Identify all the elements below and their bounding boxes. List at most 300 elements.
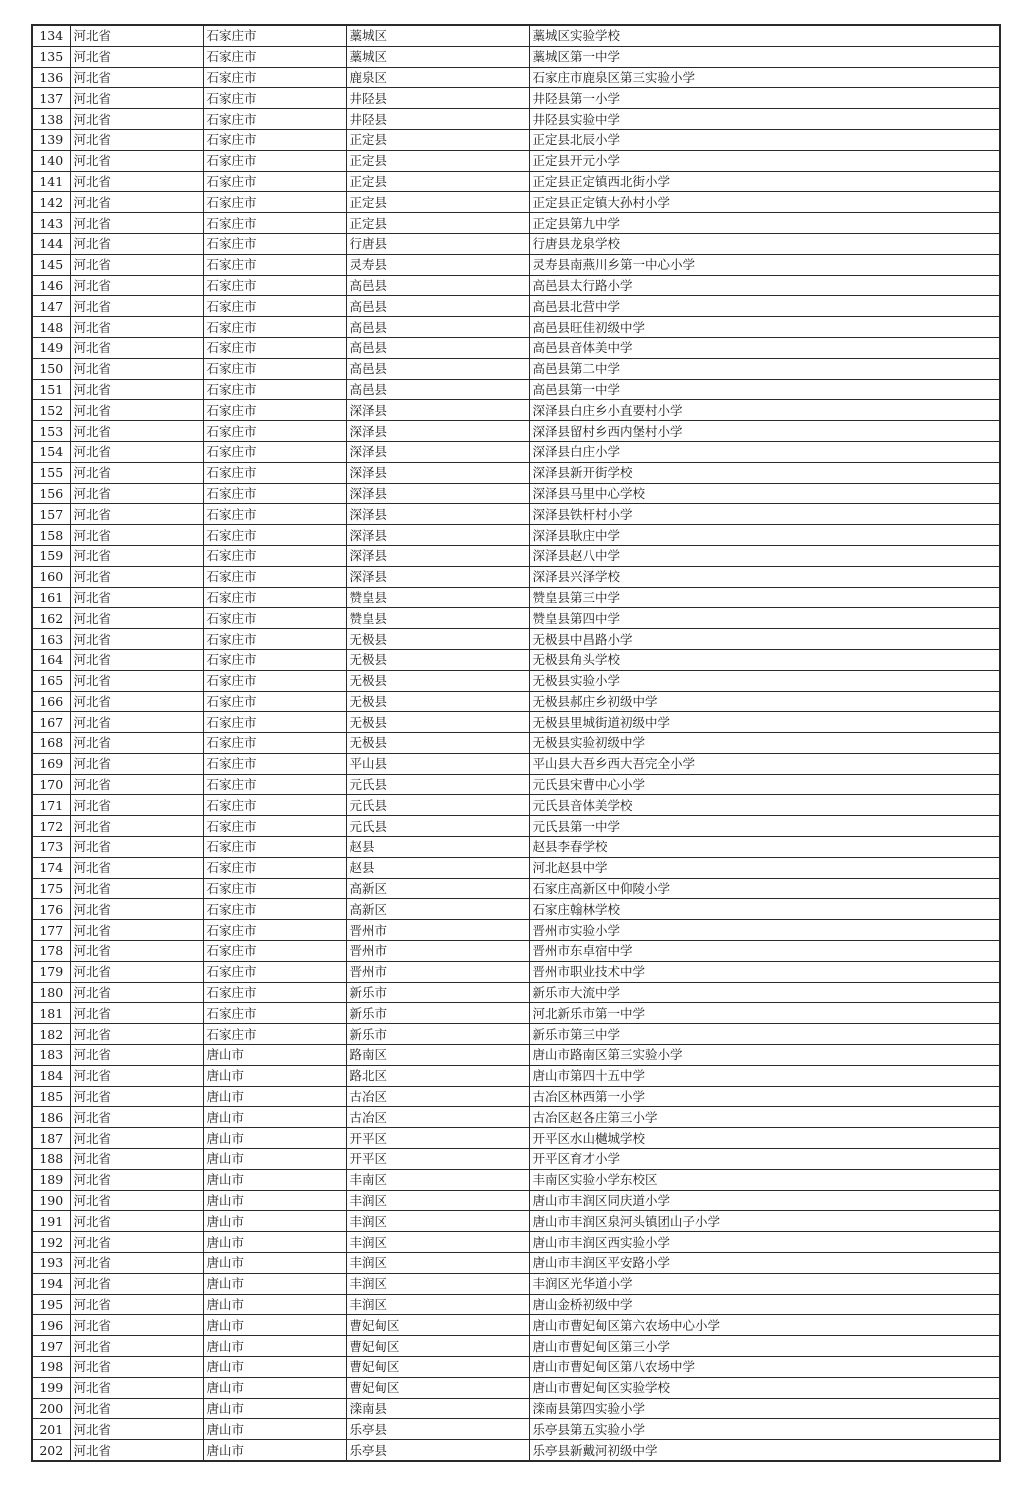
city-cell: 唐山市 xyxy=(203,1045,346,1066)
district-cell: 赞皇县 xyxy=(346,608,529,629)
district-cell: 晋州市 xyxy=(346,961,529,982)
district-cell: 深泽县 xyxy=(346,504,529,525)
city-cell: 石家庄市 xyxy=(203,608,346,629)
province-cell: 河北省 xyxy=(70,400,203,421)
district-cell: 井陉县 xyxy=(346,109,529,130)
district-cell: 正定县 xyxy=(346,192,529,213)
province-cell: 河北省 xyxy=(70,795,203,816)
school-name-cell: 晋州市职业技术中学 xyxy=(529,961,1000,982)
district-cell: 高邑县 xyxy=(346,379,529,400)
row-number: 189 xyxy=(32,1169,70,1190)
district-cell: 藁城区 xyxy=(346,25,529,46)
district-cell: 丰南区 xyxy=(346,1169,529,1190)
city-cell: 石家庄市 xyxy=(203,213,346,234)
row-number: 169 xyxy=(32,753,70,774)
province-cell: 河北省 xyxy=(70,1045,203,1066)
district-cell: 深泽县 xyxy=(346,525,529,546)
district-cell: 深泽县 xyxy=(346,566,529,587)
school-name-cell: 深泽县白庄小学 xyxy=(529,441,1000,462)
table-body xyxy=(32,25,1000,1461)
city-cell: 唐山市 xyxy=(203,1253,346,1274)
district-cell: 正定县 xyxy=(346,213,529,234)
province-cell: 河北省 xyxy=(70,816,203,837)
district-cell: 无极县 xyxy=(346,629,529,650)
row-number: 144 xyxy=(32,233,70,254)
table-row xyxy=(32,1024,1000,1045)
school-list-table xyxy=(31,24,1001,1462)
school-name-cell: 高邑县旺佳初级中学 xyxy=(529,317,1000,338)
district-cell: 高新区 xyxy=(346,878,529,899)
table-row xyxy=(32,275,1000,296)
province-cell: 河北省 xyxy=(70,712,203,733)
school-name-cell: 新乐市大流中学 xyxy=(529,982,1000,1003)
school-name-cell: 石家庄市鹿泉区第三实验小学 xyxy=(529,67,1000,88)
school-name-cell: 藁城区实验学校 xyxy=(529,25,1000,46)
school-name-cell: 正定县第九中学 xyxy=(529,213,1000,234)
row-number: 173 xyxy=(32,837,70,858)
table-row xyxy=(32,192,1000,213)
table-row xyxy=(32,46,1000,67)
district-cell: 元氏县 xyxy=(346,795,529,816)
row-number: 160 xyxy=(32,566,70,587)
school-name-cell: 唐山金桥初级中学 xyxy=(529,1294,1000,1315)
table-row xyxy=(32,1045,1000,1066)
table-row xyxy=(32,379,1000,400)
table-row xyxy=(32,254,1000,275)
table-row xyxy=(32,1419,1000,1440)
school-name-cell: 古冶区赵各庄第三小学 xyxy=(529,1107,1000,1128)
city-cell: 石家庄市 xyxy=(203,795,346,816)
row-number: 179 xyxy=(32,961,70,982)
city-cell: 唐山市 xyxy=(203,1294,346,1315)
district-cell: 曹妃甸区 xyxy=(346,1315,529,1336)
province-cell: 河北省 xyxy=(70,358,203,379)
school-name-cell: 唐山市第四十五中学 xyxy=(529,1065,1000,1086)
school-name-cell: 唐山市丰润区泉河头镇团山子小学 xyxy=(529,1211,1000,1232)
row-number: 171 xyxy=(32,795,70,816)
province-cell: 河北省 xyxy=(70,129,203,150)
city-cell: 唐山市 xyxy=(203,1273,346,1294)
district-cell: 丰润区 xyxy=(346,1273,529,1294)
district-cell: 无极县 xyxy=(346,712,529,733)
district-cell: 古冶区 xyxy=(346,1107,529,1128)
row-number: 187 xyxy=(32,1128,70,1149)
row-number: 170 xyxy=(32,774,70,795)
table-row xyxy=(32,1440,1000,1461)
row-number: 151 xyxy=(32,379,70,400)
school-name-cell: 高邑县北营中学 xyxy=(529,296,1000,317)
school-name-cell: 无极县郝庄乡初级中学 xyxy=(529,691,1000,712)
row-number: 199 xyxy=(32,1377,70,1398)
city-cell: 石家庄市 xyxy=(203,941,346,962)
row-number: 161 xyxy=(32,587,70,608)
table-row xyxy=(32,88,1000,109)
school-name-cell: 唐山市丰润区同庆道小学 xyxy=(529,1190,1000,1211)
row-number: 188 xyxy=(32,1149,70,1170)
province-cell: 河北省 xyxy=(70,1315,203,1336)
row-number: 141 xyxy=(32,171,70,192)
school-name-cell: 唐山市丰润区西实验小学 xyxy=(529,1232,1000,1253)
district-cell: 曹妃甸区 xyxy=(346,1357,529,1378)
province-cell: 河北省 xyxy=(70,275,203,296)
table-row xyxy=(32,1294,1000,1315)
city-cell: 唐山市 xyxy=(203,1315,346,1336)
city-cell: 石家庄市 xyxy=(203,587,346,608)
city-cell: 石家庄市 xyxy=(203,358,346,379)
table-row xyxy=(32,67,1000,88)
row-number: 155 xyxy=(32,462,70,483)
city-cell: 石家庄市 xyxy=(203,899,346,920)
city-cell: 石家庄市 xyxy=(203,982,346,1003)
district-cell: 深泽县 xyxy=(346,545,529,566)
school-name-cell: 元氏县音体美学校 xyxy=(529,795,1000,816)
city-cell: 唐山市 xyxy=(203,1190,346,1211)
district-cell: 赵县 xyxy=(346,857,529,878)
district-cell: 晋州市 xyxy=(346,941,529,962)
city-cell: 石家庄市 xyxy=(203,857,346,878)
school-name-cell: 正定县开元小学 xyxy=(529,150,1000,171)
school-name-cell: 无极县实验小学 xyxy=(529,670,1000,691)
row-number: 149 xyxy=(32,337,70,358)
table-row xyxy=(32,941,1000,962)
district-cell: 古冶区 xyxy=(346,1086,529,1107)
city-cell: 石家庄市 xyxy=(203,920,346,941)
row-number: 184 xyxy=(32,1065,70,1086)
district-cell: 无极县 xyxy=(346,733,529,754)
table-row xyxy=(32,171,1000,192)
province-cell: 河北省 xyxy=(70,1149,203,1170)
row-number: 190 xyxy=(32,1190,70,1211)
row-number: 176 xyxy=(32,899,70,920)
row-number: 164 xyxy=(32,649,70,670)
row-number: 175 xyxy=(32,878,70,899)
district-cell: 正定县 xyxy=(346,171,529,192)
table-row xyxy=(32,233,1000,254)
city-cell: 石家庄市 xyxy=(203,379,346,400)
table-row xyxy=(32,1086,1000,1107)
school-name-cell: 唐山市曹妃甸区实验学校 xyxy=(529,1377,1000,1398)
city-cell: 石家庄市 xyxy=(203,545,346,566)
school-name-cell: 乐亭县第五实验小学 xyxy=(529,1419,1000,1440)
school-name-cell: 高邑县太行路小学 xyxy=(529,275,1000,296)
city-cell: 石家庄市 xyxy=(203,816,346,837)
school-name-cell: 开平区育才小学 xyxy=(529,1149,1000,1170)
row-number: 148 xyxy=(32,317,70,338)
district-cell: 赞皇县 xyxy=(346,587,529,608)
row-number: 146 xyxy=(32,275,70,296)
district-cell: 路北区 xyxy=(346,1065,529,1086)
school-name-cell: 元氏县第一中学 xyxy=(529,816,1000,837)
table-row xyxy=(32,441,1000,462)
table-row xyxy=(32,213,1000,234)
city-cell: 石家庄市 xyxy=(203,1003,346,1024)
province-cell: 河北省 xyxy=(70,1190,203,1211)
table-row xyxy=(32,774,1000,795)
district-cell: 曹妃甸区 xyxy=(346,1336,529,1357)
row-number: 186 xyxy=(32,1107,70,1128)
district-cell: 深泽县 xyxy=(346,483,529,504)
province-cell: 河北省 xyxy=(70,504,203,525)
district-cell: 路南区 xyxy=(346,1045,529,1066)
province-cell: 河北省 xyxy=(70,233,203,254)
table-row xyxy=(32,1107,1000,1128)
table-row xyxy=(32,878,1000,899)
city-cell: 石家庄市 xyxy=(203,504,346,525)
table-row xyxy=(32,317,1000,338)
city-cell: 石家庄市 xyxy=(203,400,346,421)
school-name-cell: 深泽县留村乡西内堡村小学 xyxy=(529,421,1000,442)
table-row xyxy=(32,1128,1000,1149)
city-cell: 石家庄市 xyxy=(203,67,346,88)
district-cell: 乐亭县 xyxy=(346,1419,529,1440)
table-row xyxy=(32,1336,1000,1357)
province-cell: 河北省 xyxy=(70,1211,203,1232)
table-row xyxy=(32,1190,1000,1211)
row-number: 154 xyxy=(32,441,70,462)
row-number: 196 xyxy=(32,1315,70,1336)
school-name-cell: 唐山市曹妃甸区第三小学 xyxy=(529,1336,1000,1357)
school-name-cell: 深泽县耿庄中学 xyxy=(529,525,1000,546)
table-row xyxy=(32,837,1000,858)
province-cell: 河北省 xyxy=(70,379,203,400)
district-cell: 无极县 xyxy=(346,649,529,670)
row-number: 138 xyxy=(32,109,70,130)
province-cell: 河北省 xyxy=(70,88,203,109)
province-cell: 河北省 xyxy=(70,920,203,941)
table-row xyxy=(32,587,1000,608)
district-cell: 行唐县 xyxy=(346,233,529,254)
province-cell: 河北省 xyxy=(70,1377,203,1398)
city-cell: 唐山市 xyxy=(203,1128,346,1149)
city-cell: 石家庄市 xyxy=(203,712,346,733)
province-cell: 河北省 xyxy=(70,857,203,878)
province-cell: 河北省 xyxy=(70,608,203,629)
table-row xyxy=(32,691,1000,712)
table-row xyxy=(32,525,1000,546)
district-cell: 滦南县 xyxy=(346,1398,529,1419)
table-row xyxy=(32,982,1000,1003)
city-cell: 石家庄市 xyxy=(203,129,346,150)
province-cell: 河北省 xyxy=(70,691,203,712)
province-cell: 河北省 xyxy=(70,483,203,504)
school-name-cell: 古冶区林西第一小学 xyxy=(529,1086,1000,1107)
row-number: 185 xyxy=(32,1086,70,1107)
table-row xyxy=(32,920,1000,941)
school-name-cell: 新乐市第三中学 xyxy=(529,1024,1000,1045)
table-row xyxy=(32,816,1000,837)
row-number: 198 xyxy=(32,1357,70,1378)
row-number: 157 xyxy=(32,504,70,525)
row-number: 182 xyxy=(32,1024,70,1045)
school-name-cell: 深泽县马里中心学校 xyxy=(529,483,1000,504)
row-number: 172 xyxy=(32,816,70,837)
school-name-cell: 正定县正定镇大孙村小学 xyxy=(529,192,1000,213)
city-cell: 石家庄市 xyxy=(203,878,346,899)
school-name-cell: 丰润区光华道小学 xyxy=(529,1273,1000,1294)
province-cell: 河北省 xyxy=(70,649,203,670)
district-cell: 元氏县 xyxy=(346,816,529,837)
city-cell: 石家庄市 xyxy=(203,649,346,670)
district-cell: 深泽县 xyxy=(346,462,529,483)
city-cell: 石家庄市 xyxy=(203,88,346,109)
school-name-cell: 唐山市丰润区平安路小学 xyxy=(529,1253,1000,1274)
school-name-cell: 晋州市实验小学 xyxy=(529,920,1000,941)
table-row xyxy=(32,857,1000,878)
district-cell: 高新区 xyxy=(346,899,529,920)
table-row xyxy=(32,629,1000,650)
district-cell: 无极县 xyxy=(346,670,529,691)
table-row xyxy=(32,649,1000,670)
city-cell: 唐山市 xyxy=(203,1357,346,1378)
row-number: 136 xyxy=(32,67,70,88)
row-number: 180 xyxy=(32,982,70,1003)
row-number: 197 xyxy=(32,1336,70,1357)
province-cell: 河北省 xyxy=(70,1357,203,1378)
city-cell: 唐山市 xyxy=(203,1419,346,1440)
district-cell: 元氏县 xyxy=(346,774,529,795)
city-cell: 石家庄市 xyxy=(203,629,346,650)
city-cell: 唐山市 xyxy=(203,1377,346,1398)
province-cell: 河北省 xyxy=(70,462,203,483)
city-cell: 石家庄市 xyxy=(203,192,346,213)
table-row xyxy=(32,1273,1000,1294)
province-cell: 河北省 xyxy=(70,171,203,192)
school-name-cell: 深泽县白庄乡小直要村小学 xyxy=(529,400,1000,421)
table-row xyxy=(32,1357,1000,1378)
province-cell: 河北省 xyxy=(70,566,203,587)
table-row xyxy=(32,1003,1000,1024)
school-name-cell: 河北新乐市第一中学 xyxy=(529,1003,1000,1024)
table-row xyxy=(32,753,1000,774)
province-cell: 河北省 xyxy=(70,109,203,130)
district-cell: 深泽县 xyxy=(346,400,529,421)
table-row xyxy=(32,109,1000,130)
school-name-cell: 高邑县音体美中学 xyxy=(529,337,1000,358)
table-row xyxy=(32,1253,1000,1274)
district-cell: 井陉县 xyxy=(346,88,529,109)
city-cell: 石家庄市 xyxy=(203,421,346,442)
school-name-cell: 滦南县第四实验小学 xyxy=(529,1398,1000,1419)
row-number: 166 xyxy=(32,691,70,712)
city-cell: 石家庄市 xyxy=(203,733,346,754)
district-cell: 丰润区 xyxy=(346,1253,529,1274)
table-row xyxy=(32,608,1000,629)
row-number: 145 xyxy=(32,254,70,275)
table-row xyxy=(32,462,1000,483)
school-name-cell: 平山县大吾乡西大吾完全小学 xyxy=(529,753,1000,774)
city-cell: 石家庄市 xyxy=(203,171,346,192)
province-cell: 河北省 xyxy=(70,753,203,774)
school-name-cell: 高邑县第一中学 xyxy=(529,379,1000,400)
row-number: 152 xyxy=(32,400,70,421)
city-cell: 石家庄市 xyxy=(203,150,346,171)
district-cell: 鹿泉区 xyxy=(346,67,529,88)
school-name-cell: 无极县实验初级中学 xyxy=(529,733,1000,754)
city-cell: 唐山市 xyxy=(203,1149,346,1170)
city-cell: 唐山市 xyxy=(203,1232,346,1253)
province-cell: 河北省 xyxy=(70,525,203,546)
province-cell: 河北省 xyxy=(70,1419,203,1440)
city-cell: 石家庄市 xyxy=(203,441,346,462)
city-cell: 石家庄市 xyxy=(203,525,346,546)
district-cell: 开平区 xyxy=(346,1128,529,1149)
province-cell: 河北省 xyxy=(70,421,203,442)
city-cell: 石家庄市 xyxy=(203,109,346,130)
district-cell: 正定县 xyxy=(346,150,529,171)
district-cell: 正定县 xyxy=(346,129,529,150)
table-row xyxy=(32,129,1000,150)
province-cell: 河北省 xyxy=(70,67,203,88)
district-cell: 丰润区 xyxy=(346,1190,529,1211)
school-name-cell: 深泽县新开街学校 xyxy=(529,462,1000,483)
school-name-cell: 灵寿县南燕川乡第一中心小学 xyxy=(529,254,1000,275)
province-cell: 河北省 xyxy=(70,1024,203,1045)
table-row xyxy=(32,1065,1000,1086)
table-row xyxy=(32,1398,1000,1419)
row-number: 163 xyxy=(32,629,70,650)
province-cell: 河北省 xyxy=(70,1336,203,1357)
province-cell: 河北省 xyxy=(70,1065,203,1086)
row-number: 183 xyxy=(32,1045,70,1066)
city-cell: 石家庄市 xyxy=(203,317,346,338)
city-cell: 石家庄市 xyxy=(203,566,346,587)
row-number: 159 xyxy=(32,545,70,566)
row-number: 140 xyxy=(32,150,70,171)
city-cell: 石家庄市 xyxy=(203,774,346,795)
province-cell: 河北省 xyxy=(70,441,203,462)
city-cell: 石家庄市 xyxy=(203,837,346,858)
school-name-cell: 河北赵县中学 xyxy=(529,857,1000,878)
province-cell: 河北省 xyxy=(70,670,203,691)
school-name-cell: 晋州市东卓宿中学 xyxy=(529,941,1000,962)
row-number: 153 xyxy=(32,421,70,442)
province-cell: 河北省 xyxy=(70,545,203,566)
province-cell: 河北省 xyxy=(70,1398,203,1419)
province-cell: 河北省 xyxy=(70,961,203,982)
province-cell: 河北省 xyxy=(70,587,203,608)
table-row xyxy=(32,421,1000,442)
school-name-cell: 深泽县赵八中学 xyxy=(529,545,1000,566)
district-cell: 深泽县 xyxy=(346,421,529,442)
province-cell: 河北省 xyxy=(70,1107,203,1128)
city-cell: 石家庄市 xyxy=(203,753,346,774)
row-number: 195 xyxy=(32,1294,70,1315)
city-cell: 唐山市 xyxy=(203,1065,346,1086)
province-cell: 河北省 xyxy=(70,629,203,650)
table-row xyxy=(32,296,1000,317)
school-name-cell: 无极县中昌路小学 xyxy=(529,629,1000,650)
district-cell: 丰润区 xyxy=(346,1294,529,1315)
school-name-cell: 石家庄高新区中仰陵小学 xyxy=(529,878,1000,899)
row-number: 158 xyxy=(32,525,70,546)
school-name-cell: 深泽县兴泽学校 xyxy=(529,566,1000,587)
school-name-cell: 正定县正定镇西北街小学 xyxy=(529,171,1000,192)
district-cell: 深泽县 xyxy=(346,441,529,462)
city-cell: 唐山市 xyxy=(203,1336,346,1357)
row-number: 162 xyxy=(32,608,70,629)
province-cell: 河北省 xyxy=(70,1169,203,1190)
province-cell: 河北省 xyxy=(70,837,203,858)
school-name-cell: 唐山市路南区第三实验小学 xyxy=(529,1045,1000,1066)
province-cell: 河北省 xyxy=(70,213,203,234)
province-cell: 河北省 xyxy=(70,1294,203,1315)
province-cell: 河北省 xyxy=(70,941,203,962)
school-name-cell: 正定县北辰小学 xyxy=(529,129,1000,150)
school-name-cell: 无极县角头学校 xyxy=(529,649,1000,670)
province-cell: 河北省 xyxy=(70,150,203,171)
table-row xyxy=(32,1377,1000,1398)
province-cell: 河北省 xyxy=(70,774,203,795)
